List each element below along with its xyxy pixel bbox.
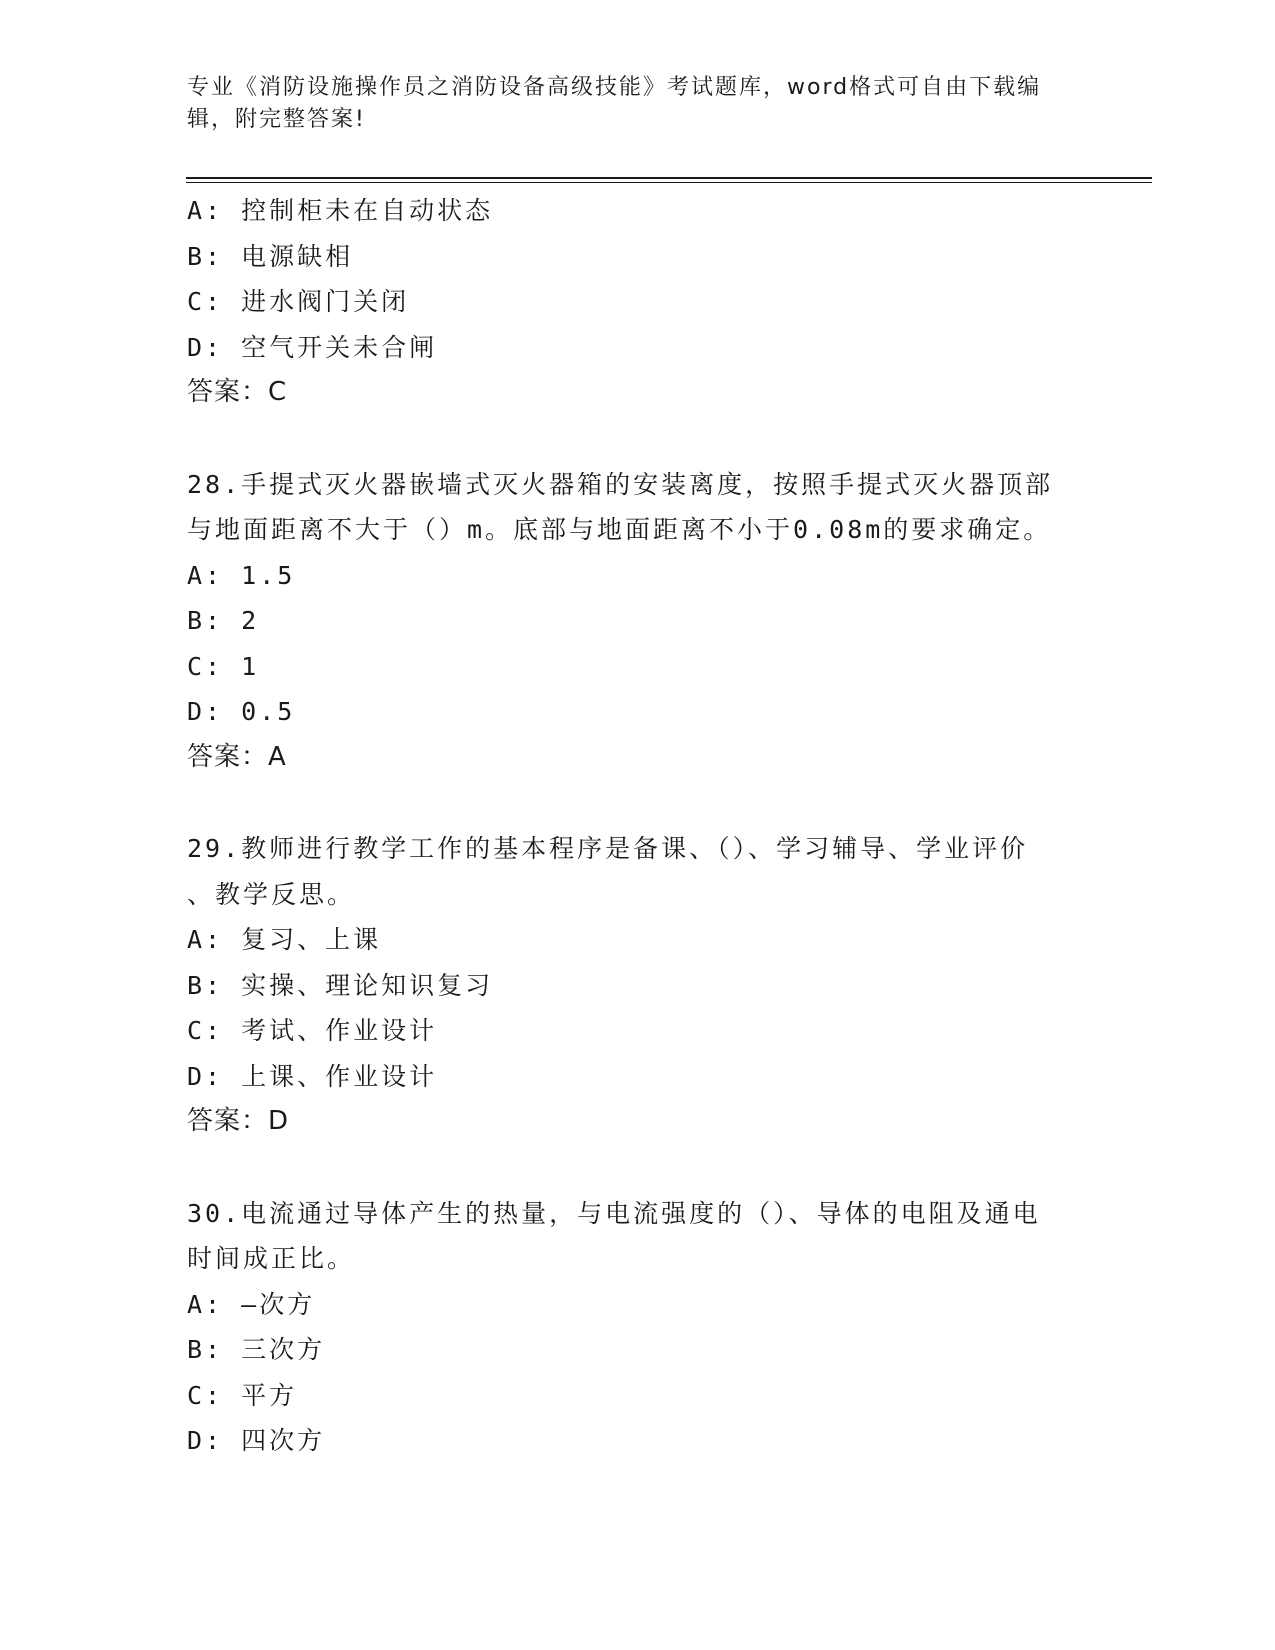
question-stem-line-1: 30.电流通过导体产生的热量，与电流强度的（）、导体的电阻及通电 bbox=[187, 1198, 1041, 1228]
answer: 答案：D bbox=[187, 1106, 290, 1136]
option-b: B: 三次方 bbox=[187, 1335, 326, 1364]
question-27-continuation bbox=[187, 188, 1077, 416]
question-list bbox=[187, 188, 1077, 1464]
option-b: B: 电源缺相 bbox=[187, 241, 354, 271]
question-29 bbox=[187, 826, 1077, 1145]
option-a: A: 复习、上课 bbox=[187, 925, 382, 954]
header-divider-thin bbox=[186, 182, 1152, 183]
option-d: D: 上课、作业设计 bbox=[187, 1061, 438, 1091]
answer: 答案：C bbox=[187, 377, 288, 407]
option-d: D: 四次方 bbox=[187, 1426, 326, 1455]
spacer bbox=[187, 1145, 1077, 1191]
option-b: B: 2 bbox=[187, 606, 260, 635]
question-stem-line-1: 29.教师进行教学工作的基本程序是备课、（）、学习辅导、学业评价 bbox=[187, 834, 1029, 863]
option-a: A: 控制柜未在自动状态 bbox=[187, 196, 494, 225]
option-d: D: 0.5 bbox=[187, 697, 296, 726]
question-28 bbox=[187, 462, 1077, 781]
header-line-2: 辑，附完整答案! bbox=[187, 107, 366, 132]
spacer bbox=[187, 780, 1077, 826]
question-stem-line-2: 与地面距离不大于（）m。底部与地面距离不小于0.08m的要求确定。 bbox=[187, 515, 1052, 544]
header-line-1: 专业《消防设施操作员之消防设备高级技能》考试题库，word格式可自由下载编 bbox=[187, 75, 1042, 100]
option-d: D: 空气开关未合闸 bbox=[187, 332, 438, 362]
question-30 bbox=[187, 1191, 1077, 1464]
option-c: C: 平方 bbox=[187, 1380, 298, 1410]
question-stem-line-2: 、教学反思。 bbox=[187, 879, 356, 909]
option-b: B: 实操、理论知识复习 bbox=[187, 970, 494, 1000]
option-c: C: 进水阀门关闭 bbox=[187, 287, 410, 316]
question-stem-line-1: 28.手提式灭火器嵌墙式灭火器箱的安装离度，按照手提式灭火器顶部 bbox=[187, 469, 1054, 499]
spacer bbox=[187, 416, 1077, 462]
option-a: A: —次方 bbox=[187, 1289, 316, 1319]
option-a: A: 1.5 bbox=[187, 560, 296, 590]
option-c: C: 考试、作业设计 bbox=[187, 1016, 438, 1045]
question-stem-line-2: 时间成正比。 bbox=[187, 1244, 356, 1273]
option-c: C: 1 bbox=[187, 651, 260, 681]
answer: 答案：A bbox=[187, 741, 287, 772]
header-divider-thick bbox=[186, 177, 1152, 179]
document-header bbox=[187, 72, 1067, 136]
